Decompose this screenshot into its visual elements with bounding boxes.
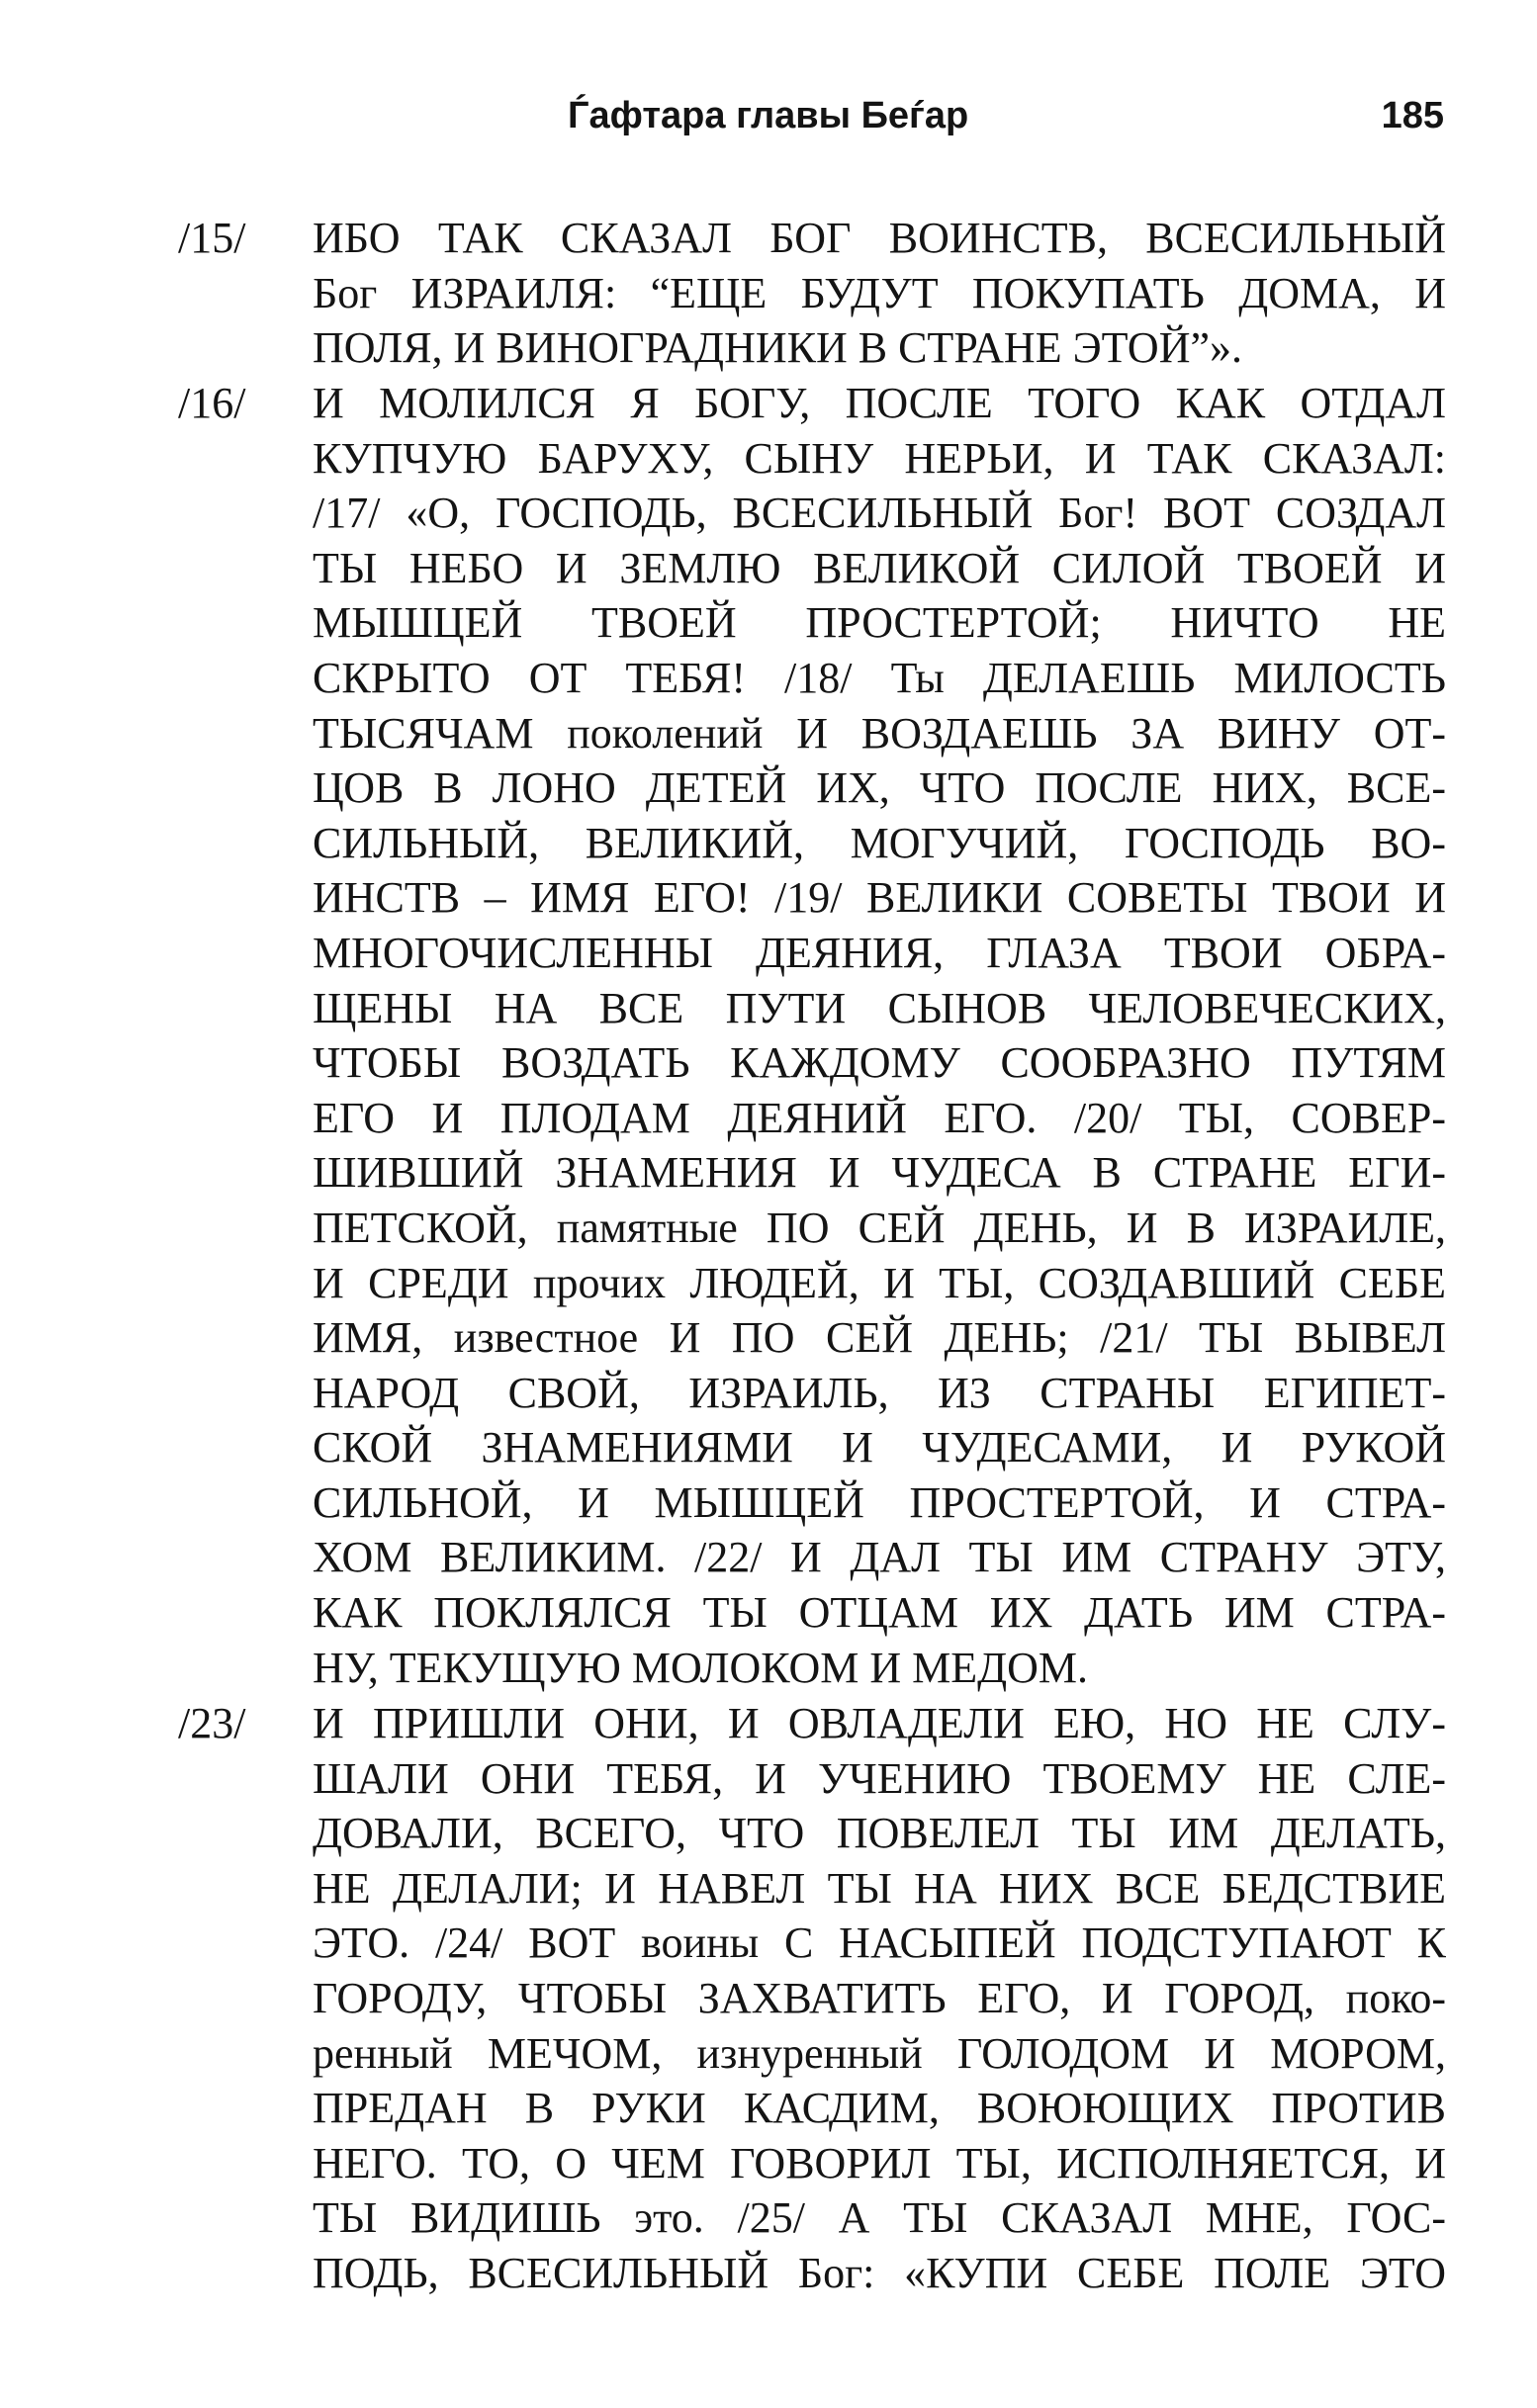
text-line: ТЫ НЕБО И ЗЕМЛЮ ВЕЛИКОЙ СИЛОЙ ТВОЕЙ И: [313, 543, 1446, 592]
paragraph-15: [313, 213, 1446, 378]
text-line: И МОЛИЛСЯ Я БОГУ, ПОСЛЕ ТОГО КАК ОТДАЛ: [313, 379, 1446, 427]
text-line: ЧТОБЫ ВОЗДАТЬ КАЖДОМУ СООБРАЗНО ПУТЯМ: [313, 1038, 1446, 1088]
text-line: ПРЕДАН В РУКИ КАСДИМ, ВОЮЮЩИХ ПРОТИВ: [313, 2084, 1446, 2133]
text-line: ЦОВ В ЛОНО ДЕТЕЙ ИХ, ЧТО ПОСЛЕ НИХ, ВСЕ-: [313, 763, 1446, 813]
text-line: ГОРОДУ, ЧТОБЫ ЗАХВАТИТЬ ЕГО, И ГОРОД, поко-: [313, 1973, 1446, 2022]
text-line: СКРЫТО ОТ ТЕБЯ! /18/ Ты ДЕЛАЕШЬ МИЛОСТЬ: [313, 653, 1446, 702]
text-line: СИЛЬНОЙ, И МЫШЦЕЙ ПРОСТЕРТОЙ, И СТРА-: [313, 1477, 1446, 1527]
text-line: ренный МЕЧОМ, изнуренный ГОЛОДОМ И МОРОМ,: [313, 2028, 1446, 2078]
text-line: НУ, ТЕКУЩУЮ МОЛОКОМ И МЕДОМ.: [313, 1643, 1089, 1692]
text-line: /17/ «О, ГОСПОДЬ, ВСЕСИЛЬНЫЙ Бог! ВОТ СОЗДАЛ: [313, 489, 1446, 538]
paragraph-16: [313, 378, 1446, 1697]
text-line: ЭТО. /24/ ВОТ воины С НАСЫПЕЙ ПОДСТУПАЮТ К: [313, 1918, 1446, 1968]
text-line: СИЛЬНЫЙ, ВЕЛИКИЙ, МОГУЧИЙ, ГОСПОДЬ ВО-: [313, 818, 1446, 867]
text-line: СКОЙ ЗНАМЕНИЯМИ И ЧУДЕСАМИ, И РУКОЙ: [313, 1423, 1446, 1472]
text-line: ШИВШИЙ ЗНАМЕНИЯ И ЧУДЕСА В СТРАНЕ ЕГИ-: [313, 1148, 1446, 1198]
text-line: ПОЛЯ, И ВИНОГРАДНИКИ В СТРАНЕ ЭТОЙ”».: [313, 323, 1243, 373]
verse-number-23: /23/: [178, 1699, 246, 1747]
verse-number-15: /15/: [178, 214, 246, 262]
text-line: И СРЕДИ прочих ЛЮДЕЙ, И ТЫ, СОЗДАВШИЙ СЕБЕ: [313, 1258, 1446, 1307]
verse-number-16: /16/: [178, 379, 246, 427]
text-line: ШАЛИ ОНИ ТЕБЯ, И УЧЕНИЮ ТВОЕМУ НЕ СЛЕ-: [313, 1753, 1446, 1803]
text-line: НАРОД СВОЙ, ИЗРАИЛЬ, ИЗ СТРАНЫ ЕГИПЕТ-: [313, 1368, 1446, 1417]
text-line: ПЕТСКОЙ, памятные ПО СЕЙ ДЕНЬ, И В ИЗРАИЛЕ,: [313, 1203, 1446, 1252]
text-line: ИБО ТАК СКАЗАЛ БОГ ВОИНСТВ, ВСЕСИЛЬНЫЙ: [313, 214, 1446, 262]
text-line: МЫШЦЕЙ ТВОЕЙ ПРОСТЕРТОЙ; НИЧТО НЕ: [313, 598, 1446, 648]
text-line: ТЫ ВИДИШЬ это. /25/ А ТЫ СКАЗАЛ МНЕ, ГОС-: [313, 2193, 1446, 2243]
text-line: ХОМ ВЕЛИКИМ. /22/ И ДАЛ ТЫ ИМ СТРАНУ ЭТУ,: [313, 1533, 1446, 1582]
text-line: ИНСТВ – ИМЯ ЕГО! /19/ ВЕЛИКИ СОВЕТЫ ТВОИ И: [313, 873, 1446, 923]
text-line: ИМЯ, известное И ПО СЕЙ ДЕНЬ; /21/ ТЫ ВЫВЕЛ: [313, 1313, 1446, 1363]
text-line: НЕ ДЕЛАЛИ; И НАВЕЛ ТЫ НА НИХ ВСЕ БЕДСТВИЕ: [313, 1863, 1446, 1913]
text-line: ПОДЬ, ВСЕСИЛЬНЫЙ Бог: «КУПИ СЕБЕ ПОЛЕ ЭТО: [313, 2248, 1446, 2297]
running-header-title: Ѓафтара главы Беѓар: [568, 95, 969, 136]
text-line: КАК ПОКЛЯЛСЯ ТЫ ОТЦАМ ИХ ДАТЬ ИМ СТРА-: [313, 1588, 1446, 1638]
text-line: КУПЧУЮ БАРУХУ, СЫНУ НЕРЬИ, И ТАК СКАЗАЛ:: [313, 433, 1446, 483]
text-line: ДОВАЛИ, ВСЕГО, ЧТО ПОВЕЛЕЛ ТЫ ИМ ДЕЛАТЬ,: [313, 1809, 1446, 1858]
text-line: ТЫСЯЧАМ поколений И ВОЗДАЕШЬ ЗА ВИНУ ОТ-: [313, 708, 1446, 758]
text-line: ЩЕНЫ НА ВСЕ ПУТИ СЫНОВ ЧЕЛОВЕЧЕСКИХ,: [313, 983, 1446, 1032]
text-line: НЕГО. ТО, О ЧЕМ ГОВОРИЛ ТЫ, ИСПОЛНЯЕТСЯ, И: [313, 2138, 1446, 2187]
paragraph-23: [313, 1698, 1446, 2303]
text-line: Бог ИЗРАИЛЯ: “ЕЩЕ БУДУТ ПОКУПАТЬ ДОМА, И: [313, 268, 1446, 317]
text-line: И ПРИШЛИ ОНИ, И ОВЛАДЕЛИ ЕЮ, НО НЕ СЛУ-: [313, 1699, 1446, 1747]
page-number: 185: [1381, 95, 1444, 136]
text-line: ЕГО И ПЛОДАМ ДЕЯНИЙ ЕГО. /20/ ТЫ, СОВЕР-: [313, 1093, 1446, 1142]
text-line: МНОГОЧИСЛЕННЫ ДЕЯНИЯ, ГЛАЗА ТВОИ ОБРА-: [313, 928, 1446, 977]
